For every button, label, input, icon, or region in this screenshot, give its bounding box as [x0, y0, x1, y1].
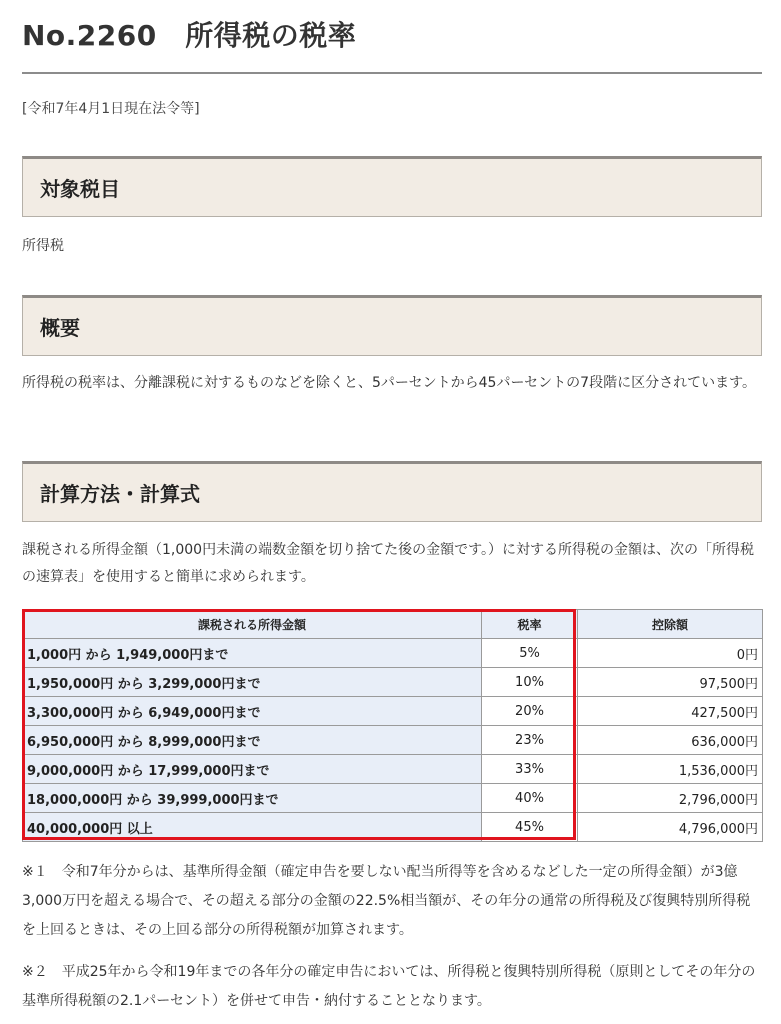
note-1: ※１ 令和7年分からは、基準所得金額（確定申告を要しない配当所得等を含めるなどした一定の所得金額）が3億3,000万円を超える場合で、その超える部分の金額の22.5%相当額が、その年分の通常の所得税及び復興特別所得税を上回るときは、その上回る部分の所得税額が加算されます。 [22, 864, 751, 938]
section-header-overview [22, 295, 762, 356]
deduction-cell: 2,796,000円 [578, 784, 763, 813]
section-title-calc: 計算方法・計算式 [40, 482, 200, 506]
section-header-calc [22, 461, 762, 522]
deduction-cell: 1,536,000円 [578, 755, 763, 784]
table-row [23, 813, 763, 842]
tax-rate-table [22, 609, 763, 842]
table-row [23, 784, 763, 813]
deduction-cell: 0円 [578, 639, 763, 668]
table-row [23, 639, 763, 668]
section-header-target [22, 156, 762, 217]
rate-cell: 45% [482, 813, 578, 842]
table-row [23, 755, 763, 784]
note-2: ※２ 平成25年から令和19年までの各年分の確定申告においては、所得税と復興特別所得税（原則としてその年分の基準所得税額の2.1パーセント）を併せて申告・納付することとなります。 [22, 964, 756, 1009]
header-deduction: 控除額 [578, 610, 763, 639]
rate-cell: 33% [482, 755, 578, 784]
income-cell: 9,000,000円 から 17,999,000円まで [23, 755, 482, 784]
rate-cell: 23% [482, 726, 578, 755]
page-title: No.2260 所得税の税率 [22, 19, 357, 52]
header-rate: 税率 [482, 610, 578, 639]
table-row [23, 726, 763, 755]
title-divider [22, 72, 762, 74]
table-row [23, 697, 763, 726]
overview-text: 所得税の税率は、分離課税に対するものなどを除くと、5パーセントから45パーセントの7段階に区分されています。 [22, 375, 756, 391]
deduction-cell: 97,500円 [578, 668, 763, 697]
header-income: 課税される所得金額 [23, 610, 482, 639]
income-cell: 1,000円 から 1,949,000円まで [23, 639, 482, 668]
calc-text: 課税される所得金額（1,000円未満の端数金額を切り捨てた後の金額です。）に対する所得税の金額は、次の「所得税の速算表」を使用すると簡単に求められます。 [22, 542, 754, 585]
deduction-cell: 427,500円 [578, 697, 763, 726]
table-header-row [23, 610, 763, 639]
target-tax-text: 所得税 [22, 238, 64, 254]
section-title-overview: 概要 [40, 316, 80, 340]
section-title-target: 対象税目 [40, 177, 120, 201]
table-row [23, 668, 763, 697]
income-cell: 18,000,000円 から 39,999,000円まで [23, 784, 482, 813]
income-cell: 6,950,000円 から 8,999,000円まで [23, 726, 482, 755]
deduction-cell: 636,000円 [578, 726, 763, 755]
income-cell: 40,000,000円 以上 [23, 813, 482, 842]
rate-cell: 10% [482, 668, 578, 697]
deduction-cell: 4,796,000円 [578, 813, 763, 842]
rate-cell: 5% [482, 639, 578, 668]
rate-cell: 20% [482, 697, 578, 726]
income-cell: 3,300,000円 から 6,949,000円まで [23, 697, 482, 726]
income-cell: 1,950,000円 から 3,299,000円まで [23, 668, 482, 697]
law-date: [令和7年4月1日現在法令等] [22, 101, 200, 117]
rate-cell: 40% [482, 784, 578, 813]
